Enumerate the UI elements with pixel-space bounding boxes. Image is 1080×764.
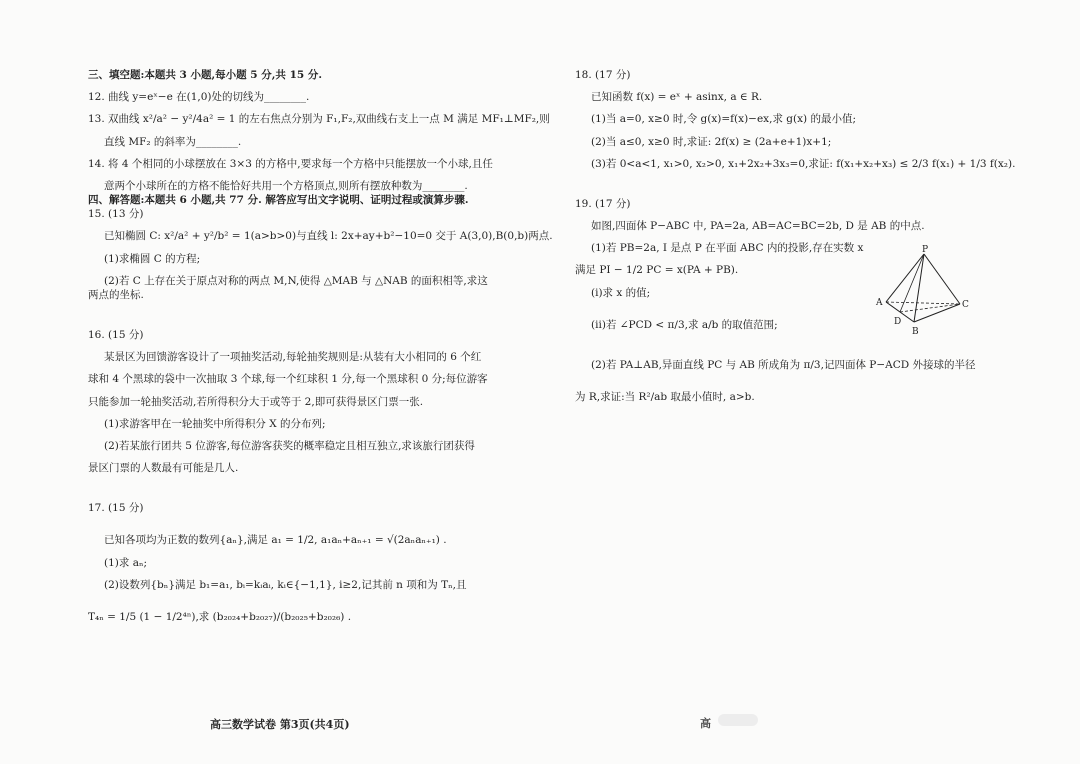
right-column — [575, 68, 1016, 404]
scan-smudge — [718, 714, 758, 726]
tetrahedron-figure — [872, 244, 972, 336]
question-15-head: 15. (13 分) — [88, 208, 144, 221]
question-18-body: 已知函数 f(x) = eˣ + asinx, a ∈ R. — [591, 91, 763, 104]
question-19-part1-ii: (ii)若 ∠PCD < π/3,求 a/b 的取值范围; — [591, 318, 778, 331]
label-A: A — [876, 298, 883, 308]
left-column — [88, 68, 553, 624]
question-13-line2: 直线 MF₂ 的斜率为________. — [104, 135, 242, 148]
question-14-line1: 14. 将 4 个相同的小球摆放在 3×3 的方格中,要求每一个方格中只能摆放一个小球,且任 — [88, 157, 493, 170]
question-18-head: 18. (17 分) — [575, 69, 631, 81]
question-17-part2-line2: T₄ₙ = 1/5 (1 − 1/2⁴ⁿ),求 (b₂₀₂₄+b₂₀₂₇)/(b₂₀₂₅+b₂₀₂₆) . — [88, 610, 352, 623]
question-17-part2-line1: (2)设数列{bₙ}满足 b₁=a₁, bᵢ=kᵢaᵢ, kᵢ∈{−1,1}, i≥2,记其前 n 项和为 Tₙ,且 — [104, 578, 467, 591]
section3-title: 三、填空题:本题共 3 小题,每小题 5 分,共 15 分. — [88, 69, 322, 81]
question-19-part1-line1: (1)若 PB=2a, I 是点 P 在平面 ABC 内的投影,存在实数 x — [591, 242, 864, 255]
label-D: D — [894, 317, 902, 327]
label-C: C — [962, 300, 969, 310]
section4-title: 四、解答题:本题共 6 小题,共 77 分. 解答应写出文字说明、证明过程或演算步骤. — [88, 194, 469, 207]
question-16-body-line3: 只能参加一轮抽奖活动,若所得积分大于或等于 2,即可获得景区门票一张. — [88, 395, 424, 408]
question-14-line2: 意两个小球所在的方格不能恰好共用一个方格顶点,则所有摆放种数为________. — [104, 179, 468, 192]
question-12: 12. 曲线 y=eˣ−e 在(1,0)处的切线为________. — [88, 91, 310, 104]
edge-PD — [900, 254, 924, 312]
label-P: P — [922, 245, 929, 255]
question-15-part1: (1)求椭圆 C 的方程; — [104, 252, 201, 265]
question-15-body: 已知椭圆 C: x²/a² + y²/b² = 1(a>b>0)与直线 l: 2x+ay+b²−10=0 交于 A(3,0),B(0,b)两点. — [104, 230, 553, 243]
footer-right-fragment — [700, 712, 760, 728]
question-15-part2-line2: 两点的坐标. — [88, 288, 144, 301]
question-17-part1: (1)求 aₙ; — [104, 556, 148, 569]
question-18-part2: (2)当 a≤0, x≥0 时,求证: 2f(x) ≥ (2a+e+1)x+1; — [591, 135, 832, 148]
question-16-head: 16. (15 分) — [88, 329, 144, 342]
question-19-part2-line2: 为 R,求证:当 R²/ab 取最小值时, a>b. — [575, 391, 755, 404]
question-17-head: 17. (15 分) — [88, 502, 144, 515]
question-18-part1: (1)当 a=0, x≥0 时,令 g(x)=f(x)−ex,求 g(x) 的最小值; — [591, 113, 856, 126]
edge-PC — [924, 254, 960, 304]
question-19-head: 19. (17 分) — [575, 197, 631, 210]
question-16-part1: (1)求游客甲在一轮抽奖中所得积分 X 的分布列; — [104, 417, 326, 430]
question-15-part2-line1: (2)若 C 上存在关于原点对称的两点 M,N,使得 △MAB 与 △NAB 的面积相等,求这 — [104, 274, 488, 287]
question-19-part1-line2: 满足 PI − 1/2 PC = x(PA + PB). — [575, 264, 739, 277]
page-footer: 高三数学试卷 第3页(共4页) — [210, 718, 350, 731]
question-19-part2-line1: (2)若 PA⊥AB,异面直线 PC 与 AB 所成角为 π/3,记四面体 P−ACD 外接球的半径 — [591, 358, 976, 371]
label-B: B — [912, 327, 919, 336]
question-16-body-line1: 某景区为回馈游客设计了一项抽奖活动,每轮抽奖规则是:从装有大小相同的 6 个红 — [104, 351, 482, 364]
question-19-part1-i: (i)求 x 的值; — [591, 286, 651, 299]
question-16-body-line2: 球和 4 个黑球的袋中一次抽取 3 个球,每一个红球积 1 分,每一个黑球积 0 分;每位游客 — [88, 373, 488, 386]
question-18-part3: (3)若 0<a<1, x₁>0, x₂>0, x₁+2x₂+3x₃=0,求证: f(x₁+x₂+x₃) ≤ 2/3 f(x₁) + 1/3 f(x₂). — [591, 157, 1016, 170]
question-19-body: 如图,四面体 P−ABC 中, PA=2a, AB=AC=BC=2b, D 是 AB 的中点. — [591, 220, 925, 233]
question-13-line1: 13. 双曲线 x²/a² − y²/4a² = 1 的左右焦点分别为 F₁,F₂,双曲线右支上一点 M 满足 MF₁⊥MF₂,则 — [88, 113, 550, 126]
edge-AC — [886, 302, 960, 304]
question-16-part2-line1: (2)若某旅行团共 5 位游客,每位游客获奖的概率稳定且相互独立,求该旅行团获得 — [104, 439, 475, 452]
footer-right-text: 高 — [700, 717, 711, 730]
question-17-body: 已知各项均为正数的数列{aₙ},满足 a₁ = 1/2, a₁aₙ+aₙ₊₁ = √(2aₙaₙ₊₁) . — [104, 534, 447, 547]
question-16-part2-line2: 景区门票的人数最有可能是几人. — [88, 462, 239, 475]
